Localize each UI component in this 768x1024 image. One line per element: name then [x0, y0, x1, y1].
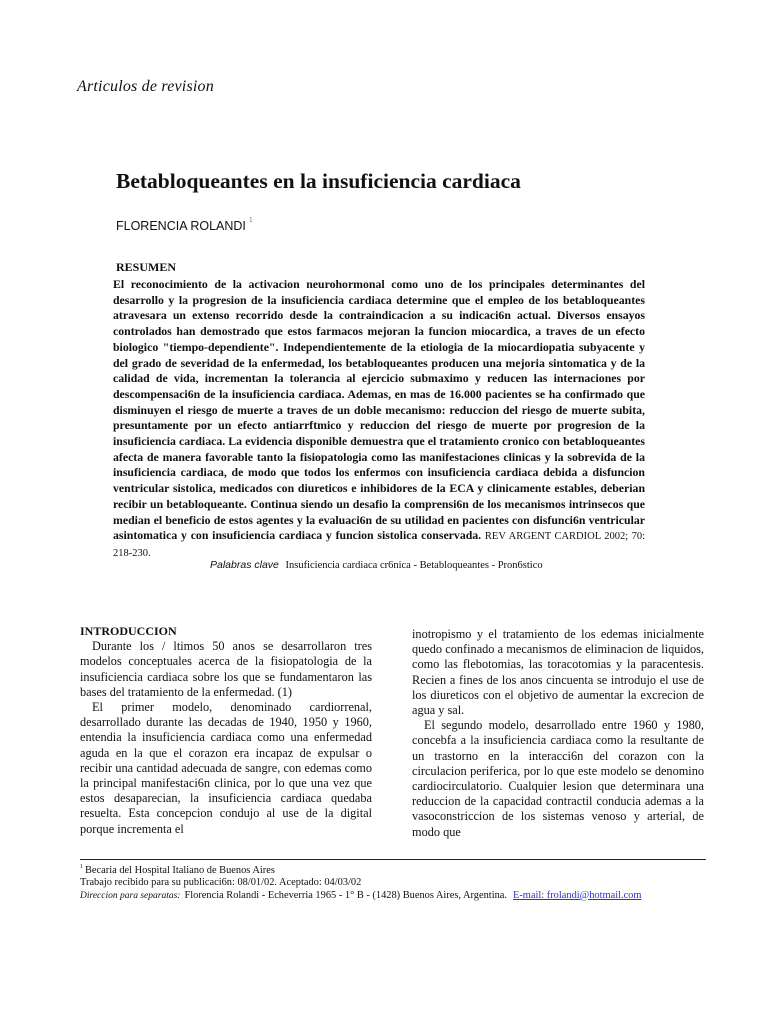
footnotes	[80, 861, 641, 902]
intro-paragraph: inotropismo y el tratamiento de los edemas inicialmente quedo confinado a mecanismos de eliminacion de liquidos, como las flebotomias, las toracotomias y la paracentesis. Recien a fines de los anos cincuenta se introdujo el use de los diureticos con el objetivo de aumentar la excrecion de agua y sal.	[412, 627, 704, 718]
article-title: Betabloqueantes en la insuficiencia cardiaca	[116, 169, 521, 193]
intro-heading: INTRODUCCION	[80, 624, 177, 638]
intro-paragraph: El segundo modelo, desarrollado entre 1960 y 1980, concebfa a la insuficiencia cardiaca como la resultante de un trastorno en la interacci6n del corazon con la circulacion periferica, por lo que este modelo se denomino cardiocirculatorio. Cualquier lesion que determinara una reduccion de la capacidad contractil conducia ademas a la vasoconstriccion de los sistemas venoso y arterial, de modo que	[412, 718, 704, 839]
column-right	[412, 627, 704, 840]
footnote-affiliation-line	[80, 861, 641, 877]
footnote-affiliation: Becaria del Hospital Italiano de Buenos Aires	[85, 865, 275, 876]
keywords-line	[210, 559, 543, 571]
abstract-reference: REV ARGENT CARDIOL 2002; 70: 218-230.	[113, 531, 645, 559]
author-footnote-mark: 1	[248, 217, 253, 224]
author-line	[116, 217, 253, 233]
column-left	[80, 624, 372, 837]
keywords-label: Palabras clave	[210, 559, 279, 571]
abstract-text: El reconocimiento de la activacion neurohormonal como uno de los principales determinantes del desarrollo y la progresion de la insuficiencia cardiaca determine que el empleo de los betabloqueantes atravesara un extenso recorrido desde la contraindicacion a su indicaci6n actual. Diversos ensayos controlados han demostrado que estos farmacos mejoran la funcion miocardica, a traves de un efecto biologico "tiempo-dependiente". Independientemente de la etiologia de la miocardiopatia subyacente y del grado de severidad de la enfermedad, los betabloqueantes producen una mejoria sintomatica y de la calidad de vida, incrementan la tolerancia al ejercicio submaximo y reducen las internaciones por descompensaci6n de la insuficiencia cardiaca. Ademas, en mas de 16.000 pacientes se ha confirmado que disminuyen el riesgo de muerte a traves de un doble mecanismo: reduccion del riesgo de muerte subita, presuntamente por un efecto antiarrftmico y reduccion del riesgo de muerte por progresion de la insuficiencia cardiaca. La evidencia disponible demuestra que el tratamiento cronico con betabloqueantes afecta de manera favorable tanto la fisiopatologia como las manifestaciones clinicas y la sobrevida de la insuficiencia cardiaca, de modo que todos los enfermos con insuficiencia cardiaca debida a disfuncion ventricular sistolica, medicados con diureticos e inhibidores de la ECA y clinicamente estables, deberian recibir un betabloqueante. Continua siendo un desafio la comprensi6n de los mecanismos intrinsecos que median el beneficio de estos agentes y la evaluaci6n de su utilidad en pacientes con disfunci6n ventricular asintomatica y con insuficiencia cardiaca y funcion sistolica conservada.	[113, 277, 645, 543]
footnote-address-label: Direccion para separatas:	[80, 890, 181, 901]
footnote-divider	[80, 859, 706, 860]
footnote-received: Trabajo recibido para su publicaci6n: 08/01/02. Aceptado: 04/03/02	[80, 877, 362, 889]
section-label: Articulos de revision	[77, 78, 214, 95]
intro-paragraph: Durante los / ltimos 50 anos se desarrollaron tres modelos conceptuales acerca de la fisiopatologia de la insuficiencia cardiaca sobre los que se fundamentaron las bases del tratamiento de la enfermedad. (1)	[80, 639, 372, 699]
abstract-body	[113, 277, 645, 562]
footnote-address-line	[80, 890, 641, 902]
keywords-value: Insuficiencia cardiaca cr6nica - Betabloqueantes - Pron6stico	[285, 560, 543, 571]
abstract-heading: RESUMEN	[116, 260, 177, 274]
author-name: FLORENCIA ROLANDI	[116, 219, 246, 233]
footnote-address: Florencia Rolandi - Echeverria 1965 - 1° B - (1428) Buenos Aires, Argentina.	[184, 889, 507, 901]
intro-paragraph: El primer modelo, denominado cardiorrenal, desarrollado durante las decadas de 1940, 1950 y 1960, entendia la insuficiencia cardiaca como una enfermedad aguda en la que el corazon era incapaz de expulsar o recibir una cantidad adecuada de sangre, con edemas como la principal manifestaci6n clinica, por lo que una vez que estos desaparecian, la insuficiencia cardiaca quedaba resuelta. Esta concepcion condujo al use de la digital porque incrementa el	[80, 700, 372, 836]
footnote-mark: 1	[80, 864, 83, 870]
email-link[interactable]: E-mail: frolandi@hotmail.com	[513, 889, 642, 901]
